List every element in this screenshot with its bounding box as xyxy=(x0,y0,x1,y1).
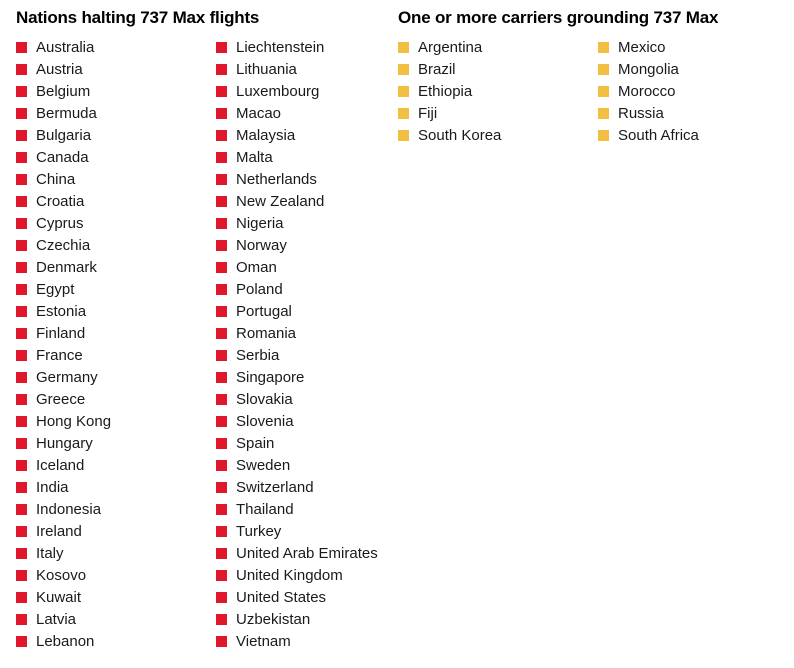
list-item xyxy=(216,542,416,564)
legend-square-icon xyxy=(216,130,227,141)
country-label: Estonia xyxy=(36,302,87,320)
country-label: Kuwait xyxy=(36,588,82,606)
legend-square-icon xyxy=(16,394,27,405)
country-label: Italy xyxy=(36,544,64,562)
carriers-columns xyxy=(398,36,788,146)
list-item xyxy=(16,36,216,58)
list-item xyxy=(598,36,794,58)
country-label: Spain xyxy=(236,434,275,452)
list-item xyxy=(216,366,416,388)
list-item xyxy=(16,300,216,322)
legend-square-icon xyxy=(16,372,27,383)
country-label: Denmark xyxy=(36,258,97,276)
list-item xyxy=(216,410,416,432)
list-item xyxy=(216,388,416,410)
legend-square-icon xyxy=(16,504,27,515)
list-item xyxy=(216,498,416,520)
country-label: Hong Kong xyxy=(36,412,112,430)
list-item xyxy=(216,322,416,344)
list-item xyxy=(598,80,794,102)
list-item xyxy=(16,388,216,410)
legend-square-icon xyxy=(598,42,609,53)
list-item xyxy=(16,168,216,190)
nations-section-title: Nations halting 737 Max flights xyxy=(16,8,260,27)
country-label: Fiji xyxy=(418,104,438,122)
country-label: India xyxy=(36,478,69,496)
list-item xyxy=(398,58,598,80)
country-label: Singapore xyxy=(236,368,305,386)
carriers-section-title: One or more carriers grounding 737 Max xyxy=(398,8,719,27)
country-label: Egypt xyxy=(36,280,75,298)
legend-square-icon xyxy=(216,240,227,251)
legend-square-icon xyxy=(16,328,27,339)
list-item xyxy=(398,124,598,146)
legend-square-icon xyxy=(16,86,27,97)
list-item xyxy=(216,146,416,168)
country-label: Ireland xyxy=(36,522,82,540)
country-label: United States xyxy=(236,588,327,606)
country-label: Luxembourg xyxy=(236,82,320,100)
country-label: Turkey xyxy=(236,522,282,540)
legend-square-icon xyxy=(216,218,227,229)
legend-square-icon xyxy=(398,130,409,141)
country-label: Germany xyxy=(36,368,98,386)
country-label: Indonesia xyxy=(36,500,102,518)
legend-square-icon xyxy=(16,130,27,141)
legend-square-icon xyxy=(216,152,227,163)
country-label: Belgium xyxy=(36,82,91,100)
country-label: Latvia xyxy=(36,610,77,628)
list-item xyxy=(216,520,416,542)
list-item xyxy=(16,212,216,234)
list-item xyxy=(598,102,794,124)
list-item xyxy=(16,564,216,586)
legend-square-icon xyxy=(16,152,27,163)
legend-square-icon xyxy=(16,438,27,449)
list-item xyxy=(16,234,216,256)
list-item xyxy=(398,36,598,58)
legend-square-icon xyxy=(216,548,227,559)
legend-square-icon xyxy=(216,438,227,449)
legend-square-icon xyxy=(16,636,27,647)
legend-square-icon xyxy=(16,196,27,207)
country-label: Oman xyxy=(236,258,277,276)
list-item xyxy=(598,124,794,146)
legend-square-icon xyxy=(216,108,227,119)
list-item xyxy=(16,608,216,630)
country-label: Thailand xyxy=(236,500,294,518)
list-item xyxy=(16,432,216,454)
list-item xyxy=(16,278,216,300)
country-label: Russia xyxy=(618,104,664,122)
list-item xyxy=(16,476,216,498)
list-item xyxy=(16,322,216,344)
legend-square-icon xyxy=(216,306,227,317)
list-item xyxy=(216,58,416,80)
country-label: South Korea xyxy=(418,126,502,144)
legend-square-icon xyxy=(216,570,227,581)
legend-square-icon xyxy=(16,284,27,295)
legend-square-icon xyxy=(16,240,27,251)
country-label: Sweden xyxy=(236,456,291,474)
country-label: Cyprus xyxy=(36,214,84,232)
list-item xyxy=(16,586,216,608)
list-item xyxy=(216,630,416,652)
country-label: United Arab Emirates xyxy=(236,544,378,562)
legend-square-icon xyxy=(16,416,27,427)
list-item xyxy=(216,564,416,586)
list-item xyxy=(16,146,216,168)
list-item xyxy=(16,344,216,366)
country-label: Kosovo xyxy=(36,566,87,584)
list-item xyxy=(216,432,416,454)
legend-square-icon xyxy=(216,460,227,471)
nations-column-1 xyxy=(16,36,216,652)
country-label: Morocco xyxy=(618,82,676,100)
legend-square-icon xyxy=(16,218,27,229)
legend-square-icon xyxy=(216,350,227,361)
country-label: Mexico xyxy=(618,38,666,56)
legend-square-icon xyxy=(398,108,409,119)
country-label: Norway xyxy=(236,236,287,254)
legend-square-icon xyxy=(216,262,227,273)
legend-square-icon xyxy=(16,350,27,361)
list-item xyxy=(16,124,216,146)
list-item xyxy=(216,234,416,256)
country-label: Argentina xyxy=(418,38,483,56)
legend-square-icon xyxy=(398,86,409,97)
country-label: Switzerland xyxy=(236,478,314,496)
list-item xyxy=(216,168,416,190)
list-item xyxy=(16,630,216,652)
list-item xyxy=(216,256,416,278)
country-label: Ethiopia xyxy=(418,82,473,100)
country-label: Mongolia xyxy=(618,60,679,78)
list-item xyxy=(598,58,794,80)
country-label: South Africa xyxy=(618,126,699,144)
legend-square-icon xyxy=(216,504,227,515)
legend-square-icon xyxy=(16,64,27,75)
list-item xyxy=(216,190,416,212)
list-item xyxy=(216,36,416,58)
legend-square-icon xyxy=(16,482,27,493)
list-item xyxy=(216,102,416,124)
country-label: Lithuania xyxy=(236,60,297,78)
country-label: Hungary xyxy=(36,434,93,452)
country-label: Greece xyxy=(36,390,86,408)
legend-square-icon xyxy=(216,526,227,537)
country-label: Bermuda xyxy=(36,104,97,122)
legend-square-icon xyxy=(16,306,27,317)
legend-square-icon xyxy=(216,372,227,383)
list-item xyxy=(16,520,216,542)
legend-square-icon xyxy=(216,86,227,97)
legend-square-icon xyxy=(16,570,27,581)
legend-square-icon xyxy=(216,284,227,295)
country-label: France xyxy=(36,346,83,364)
legend-square-icon xyxy=(16,526,27,537)
legend-square-icon xyxy=(16,108,27,119)
country-label: United Kingdom xyxy=(236,566,343,584)
country-label: Croatia xyxy=(36,192,85,210)
legend-square-icon xyxy=(598,86,609,97)
country-label: Bulgaria xyxy=(36,126,92,144)
list-item xyxy=(216,212,416,234)
list-item xyxy=(216,124,416,146)
legend-square-icon xyxy=(216,196,227,207)
list-item xyxy=(16,190,216,212)
nations-column-2 xyxy=(216,36,416,652)
legend-square-icon xyxy=(16,460,27,471)
list-item xyxy=(216,608,416,630)
legend-square-icon xyxy=(216,42,227,53)
country-label: Malaysia xyxy=(236,126,296,144)
country-label: Uzbekistan xyxy=(236,610,311,628)
country-label: Malta xyxy=(236,148,273,166)
country-label: Iceland xyxy=(36,456,85,474)
legend-square-icon xyxy=(216,394,227,405)
list-item xyxy=(16,366,216,388)
country-label: Finland xyxy=(36,324,86,342)
legend-square-icon xyxy=(216,482,227,493)
section-carriers-grounding xyxy=(398,7,788,146)
legend-square-icon xyxy=(398,64,409,75)
country-label: Canada xyxy=(36,148,89,166)
list-item xyxy=(16,58,216,80)
legend-square-icon xyxy=(598,108,609,119)
legend-square-icon xyxy=(16,42,27,53)
country-label: Vietnam xyxy=(236,632,291,650)
list-item xyxy=(216,300,416,322)
country-label: Netherlands xyxy=(236,170,317,188)
country-label: Portugal xyxy=(236,302,292,320)
list-item xyxy=(216,344,416,366)
country-label: Czechia xyxy=(36,236,91,254)
country-label: Slovakia xyxy=(236,390,293,408)
list-item xyxy=(16,256,216,278)
list-item xyxy=(16,80,216,102)
legend-square-icon xyxy=(216,636,227,647)
list-item xyxy=(216,586,416,608)
list-item xyxy=(16,542,216,564)
list-item xyxy=(216,476,416,498)
country-label: Macao xyxy=(236,104,282,122)
legend-square-icon xyxy=(216,614,227,625)
list-item xyxy=(216,278,416,300)
list-item xyxy=(216,454,416,476)
country-label: Serbia xyxy=(236,346,280,364)
country-label: Poland xyxy=(236,280,283,298)
list-item xyxy=(398,102,598,124)
legend-square-icon xyxy=(16,592,27,603)
carriers-column-1 xyxy=(398,36,598,146)
list-item xyxy=(16,102,216,124)
carriers-column-2 xyxy=(598,36,794,146)
country-label: Nigeria xyxy=(236,214,284,232)
list-item xyxy=(16,454,216,476)
list-item xyxy=(216,80,416,102)
list-item xyxy=(398,80,598,102)
country-label: Slovenia xyxy=(236,412,294,430)
legend-square-icon xyxy=(16,262,27,273)
section-nations-halting xyxy=(16,7,396,652)
country-label: Romania xyxy=(236,324,297,342)
legend-square-icon xyxy=(216,416,227,427)
country-label: Brazil xyxy=(418,60,456,78)
legend-square-icon xyxy=(16,614,27,625)
legend-square-icon xyxy=(598,130,609,141)
legend-square-icon xyxy=(16,174,27,185)
country-label: Lebanon xyxy=(36,632,95,650)
legend-square-icon xyxy=(598,64,609,75)
legend-square-icon xyxy=(216,328,227,339)
list-item xyxy=(16,498,216,520)
list-item xyxy=(16,410,216,432)
legend-square-icon xyxy=(16,548,27,559)
legend-square-icon xyxy=(216,64,227,75)
nations-columns xyxy=(16,36,396,652)
country-label: China xyxy=(36,170,76,188)
legend-square-icon xyxy=(216,592,227,603)
country-label: Australia xyxy=(36,38,95,56)
country-label: New Zealand xyxy=(236,192,325,210)
legend-square-icon xyxy=(216,174,227,185)
legend-square-icon xyxy=(398,42,409,53)
country-label: Austria xyxy=(36,60,83,78)
country-label: Liechtenstein xyxy=(236,38,325,56)
